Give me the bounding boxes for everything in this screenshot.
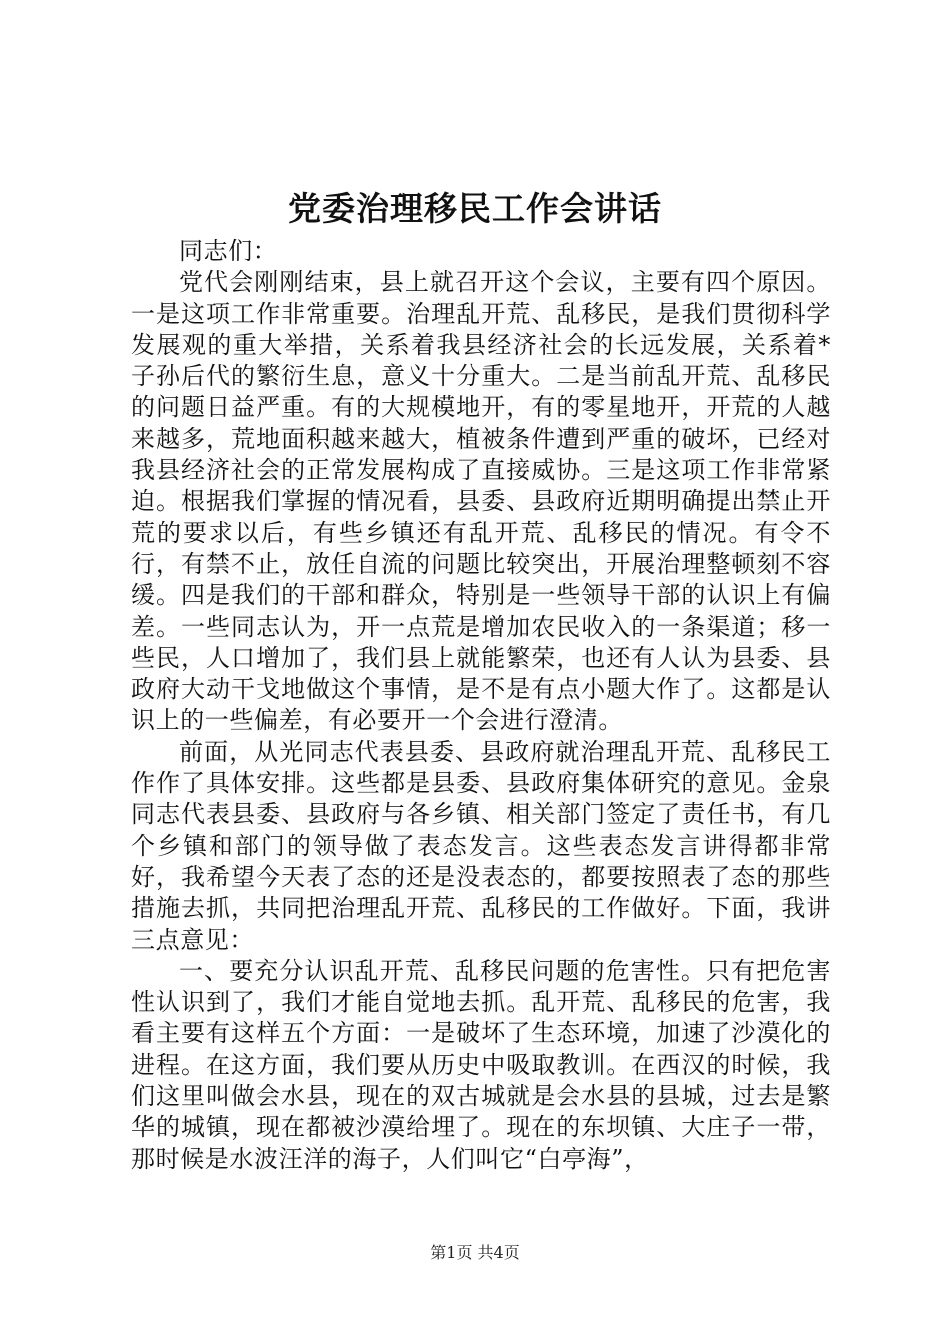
- page-footer: 第1页 共4页: [430, 1243, 520, 1262]
- paragraph-1: 党代会刚刚结束，县上就召开这个会议，主要有四个原因。一是这项工作非常重要。治理乱开荒、乱移民，是我们贯彻科学发展观的重大举措，关系着我县经济社会的长远发展，关系着*子孙后代的繁衍生息，意义十分重大。二是当前乱开荒、乱移民的问题日益严重。有的大规模地开，有的零星地开，开荒的人越来越多，荒地面积越来越大，植被条件遭到严重的破坏，已经对我县经济社会的正常发展构成了直接威协。三是这项工作非常紧迫。根据我们掌握的情况看，县委、县政府近期明确提出禁止开荒的要求以后，有些乡镇还有乱开荒、乱移民的情况。有令不行，有禁不止，放任自流的问题比较突出，开展治理整顿刻不容缓。四是我们的干部和群众，特别是一些领导干部的认识上有偏差。一些同志认为，开一点荒是增加农民收入的一条渠道；移一些民，人口增加了，我们县上就能繁荣，也还有人认为县委、县政府大动干戈地做这个事情，是不是有点小题大作了。这都是认识上的一些偏差，有必要开一个会进行澄清。: [131, 268, 831, 735]
- salutation: 同志们：: [179, 237, 278, 265]
- document-body: [131, 236, 831, 1175]
- paragraph-2: 前面，从光同志代表县委、县政府就治理乱开荒、乱移民工作作了具体安排。这些都是县委、县政府集体研究的意见。金泉同志代表县委、县政府与各乡镇、相关部门签定了责任书，有几个乡镇和部门的领导做了表态发言。这些表态发言讲得都非常好，我希望今天表了态的还是没表态的，都要按照表了态的那些措施去抓，共同把治理乱开荒、乱移民的工作做好。下面，我讲三点意见：: [131, 737, 831, 954]
- paragraph-3: 一、要充分认识乱开荒、乱移民问题的危害性。只有把危害性认识到了，我们才能自觉地去抓。乱开荒、乱移民的危害，我看主要有这样五个方面：一是破坏了生态环境，加速了沙漠化的进程。在这方面，我们要从历史中吸取教训。在西汉的时候，我们这里叫做会水县，现在的双古城就是会水县的县城，过去是繁华的城镇，现在都被沙漠给埋了。现在的东坝镇、大庄子一带，那时候是水波汪洋的海子，人们叫它“白亭海”，: [131, 956, 831, 1173]
- document-title: 党委治理移民工作会讲话: [288, 189, 662, 228]
